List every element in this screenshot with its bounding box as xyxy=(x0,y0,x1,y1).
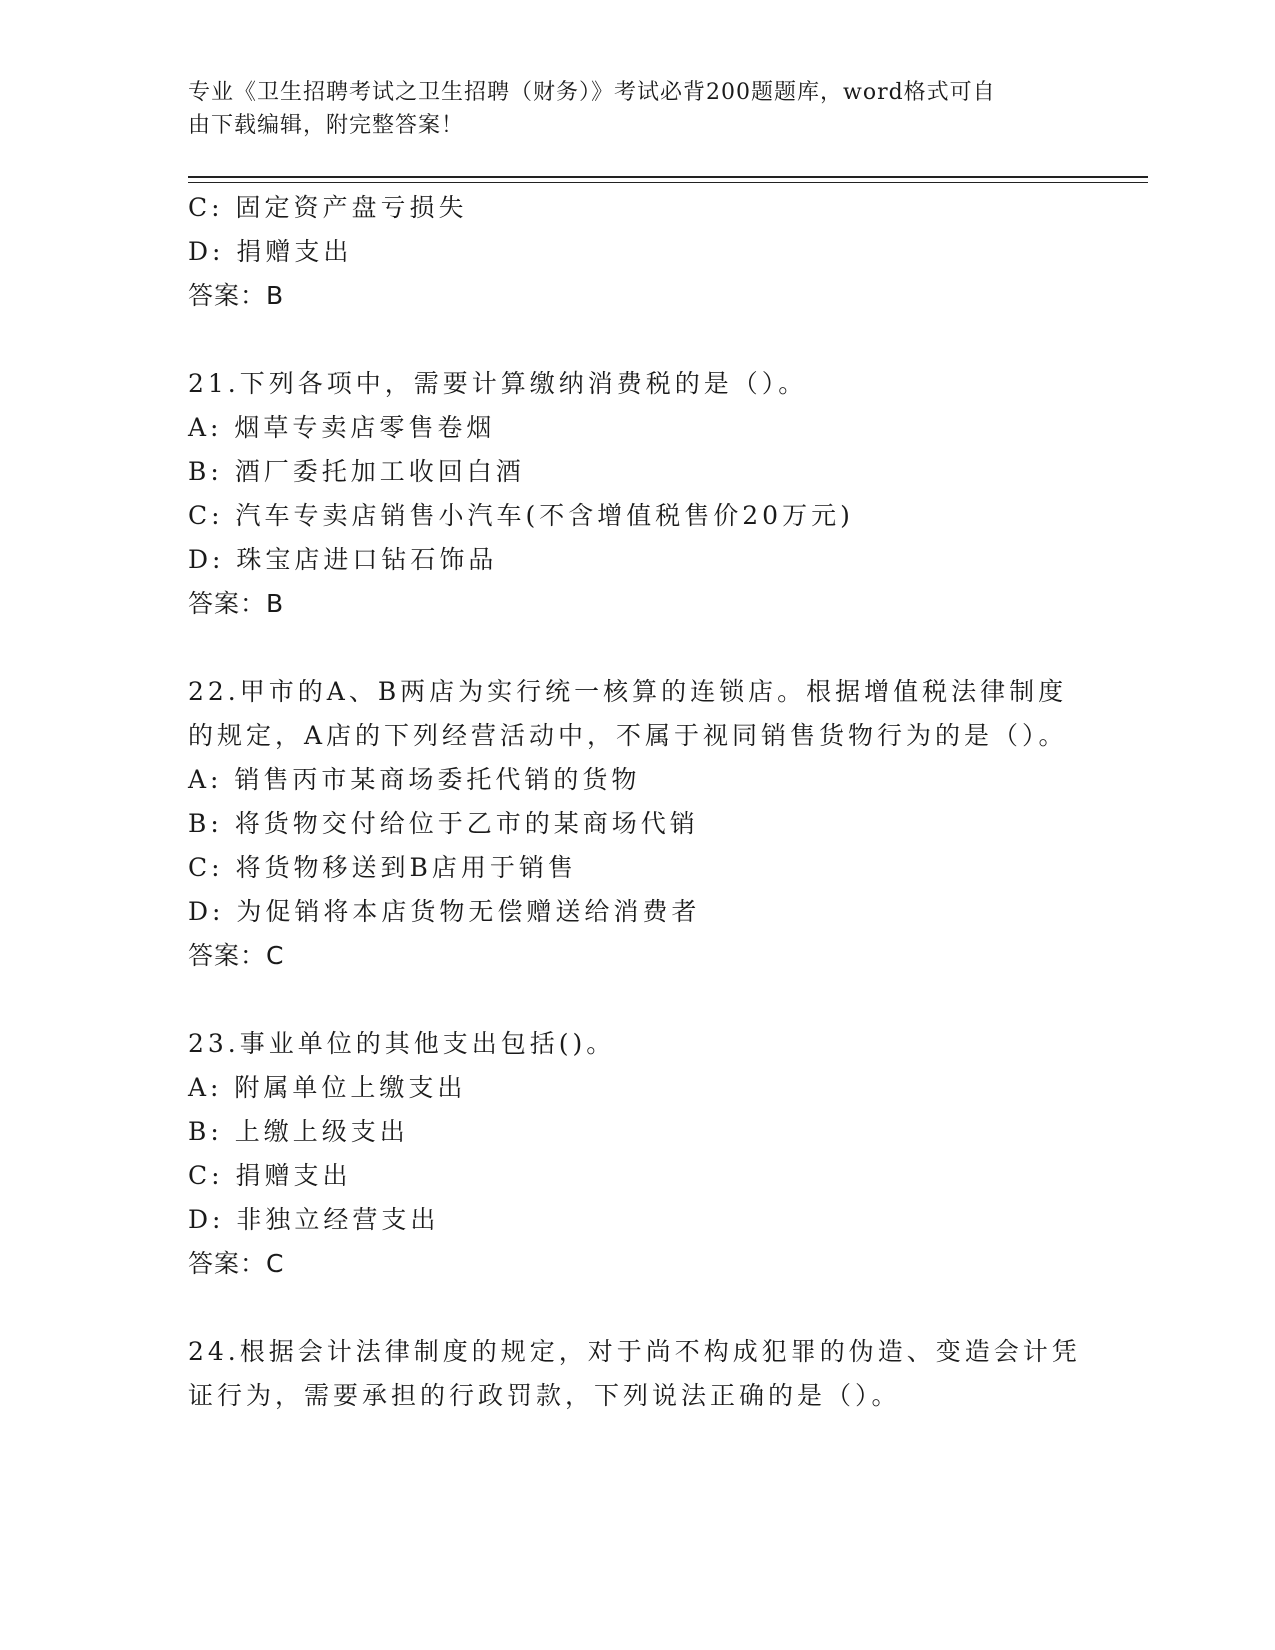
q20-answer: 答案：B xyxy=(188,281,285,310)
q21-option-b: B: 酒厂委托加工收回白酒 xyxy=(188,457,525,486)
q23-option-a: A: 附属单位上缴支出 xyxy=(188,1073,467,1102)
q23-option-b: B: 上缴上级支出 xyxy=(188,1117,409,1146)
header-line-2: 由下载编辑，附完整答案！ xyxy=(188,113,465,138)
header-divider-thin xyxy=(188,182,1148,183)
q22-answer: 答案：C xyxy=(188,941,285,970)
q24-stem-line-1: 24.根据会计法律制度的规定，对于尚不构成犯罪的伪造、变造会计凭 xyxy=(188,1337,1081,1366)
q23-answer: 答案：C xyxy=(188,1249,285,1278)
q22-option-c: C: 将货物移送到B店用于销售 xyxy=(188,853,577,882)
q22-option-d: D: 为促销将本店货物无偿赠送给消费者 xyxy=(188,897,701,926)
header-line-1: 专业《卫生招聘考试之卫生招聘（财务）》考试必背200题题库，word格式可自 xyxy=(188,80,996,105)
q20-option-c: C: 固定资产盘亏损失 xyxy=(188,193,468,222)
q24-stem-line-2: 证行为，需要承担的行政罚款，下列说法正确的是（）。 xyxy=(188,1381,901,1410)
header-divider-thick xyxy=(188,176,1148,178)
q23-stem: 23.事业单位的其他支出包括()。 xyxy=(188,1029,616,1058)
q22-option-a: A: 销售丙市某商场委托代销的货物 xyxy=(188,765,641,794)
q20-option-d: D: 捐赠支出 xyxy=(188,237,353,266)
q22-stem-line-2: 的规定，A店的下列经营活动中，不属于视同销售货物行为的是（）。 xyxy=(188,721,1068,750)
q22-stem-line-1: 22.甲市的A、B两店为实行统一核算的连锁店。根据增值税法律制度 xyxy=(188,677,1068,706)
document-header xyxy=(188,76,1068,142)
q22-option-b: B: 将货物交付给位于乙市的某商场代销 xyxy=(188,809,699,838)
q23-option-c: C: 捐赠支出 xyxy=(188,1161,352,1190)
q21-stem: 21.下列各项中，需要计算缴纳消费税的是（）。 xyxy=(188,369,808,398)
q21-option-a: A: 烟草专卖店零售卷烟 xyxy=(188,413,496,442)
q21-option-d: D: 珠宝店进口钻石饰品 xyxy=(188,545,498,574)
q21-option-c: C: 汽车专卖店销售小汽车(不含增值税售价20万元) xyxy=(188,501,854,530)
q21-answer: 答案：B xyxy=(188,589,285,618)
q23-option-d: D: 非独立经营支出 xyxy=(188,1205,440,1234)
